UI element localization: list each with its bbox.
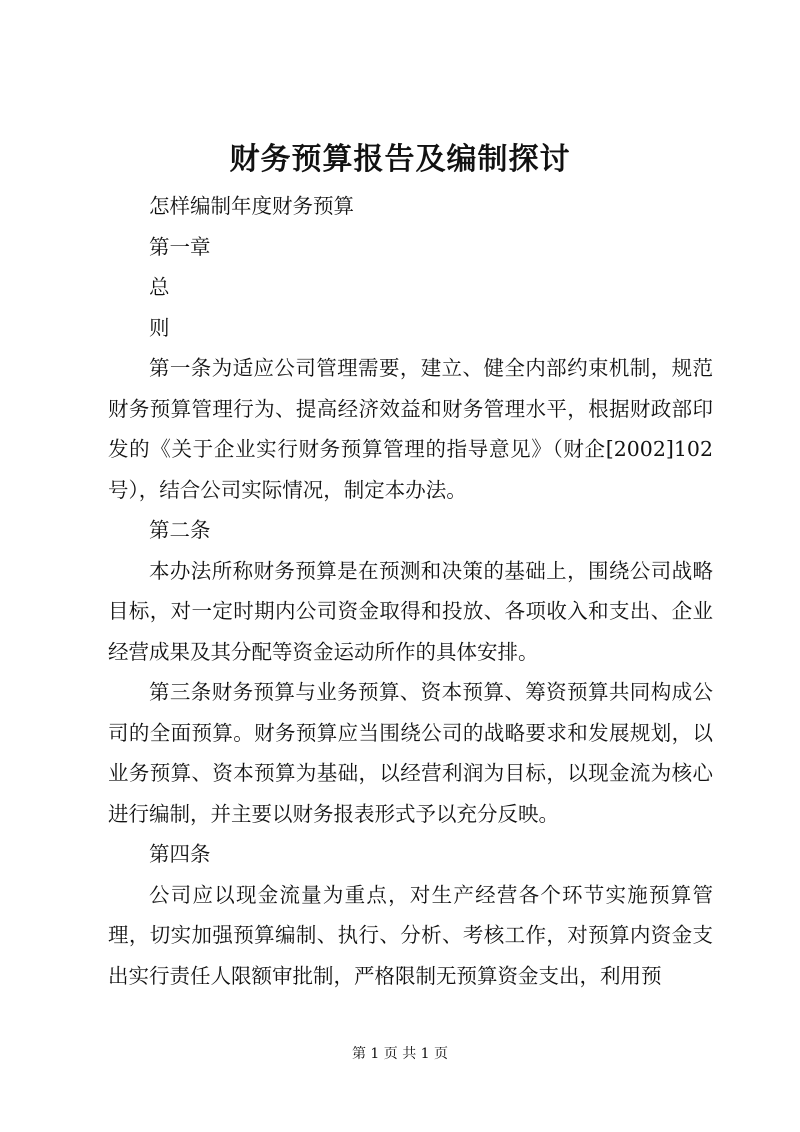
document-title: 财务预算报告及编制探讨 — [229, 142, 571, 177]
document-body — [108, 186, 713, 996]
paragraph-6: 第二条 — [149, 518, 211, 542]
paragraph-10: 公司应以现金流量为重点，对生产经营各个环节实施预算管理，切实加强预算编制、执行、分析、考核工作，对预算内资金支出实行责任人限额审批制，严格限制无预算资金支出，利用预 — [108, 882, 713, 988]
page-footer: 第 1 页 共 1 页 — [351, 1046, 449, 1062]
paragraph-5: 第一条为适应公司管理需要，建立、健全内部约束机制，规范财务预算管理行为、提高经济效益和财务管理水平，根据财政部印发的《关于企业实行财务预算管理的指导意见》（财企[2002]102号），结合公司实际情况，制定本办法。 — [108, 356, 713, 502]
paragraph-1: 怎样编制年度财务预算 — [149, 194, 354, 218]
paragraph-9: 第四条 — [149, 842, 211, 866]
paragraph-4: 则 — [149, 315, 170, 340]
paragraph-2: 第一章 — [149, 234, 211, 259]
paragraph-3: 总 — [149, 275, 170, 299]
paragraph-8: 第三条财务预算与业务预算、资本预算、筹资预算共同构成公司的全面预算。财务预算应当围绕公司的战略要求和发展规划，以业务预算、资本预算为基础，以经营利润为目标，以现金流为核心进行编制，并主要以财务报表形式予以充分反映。 — [108, 680, 713, 826]
paragraph-7: 本办法所称财务预算是在预测和决策的基础上，围绕公司战略目标，对一定时期内公司资金取得和投放、各项收入和支出、企业经营成果及其分配等资金运动所作的具体安排。 — [108, 558, 713, 664]
